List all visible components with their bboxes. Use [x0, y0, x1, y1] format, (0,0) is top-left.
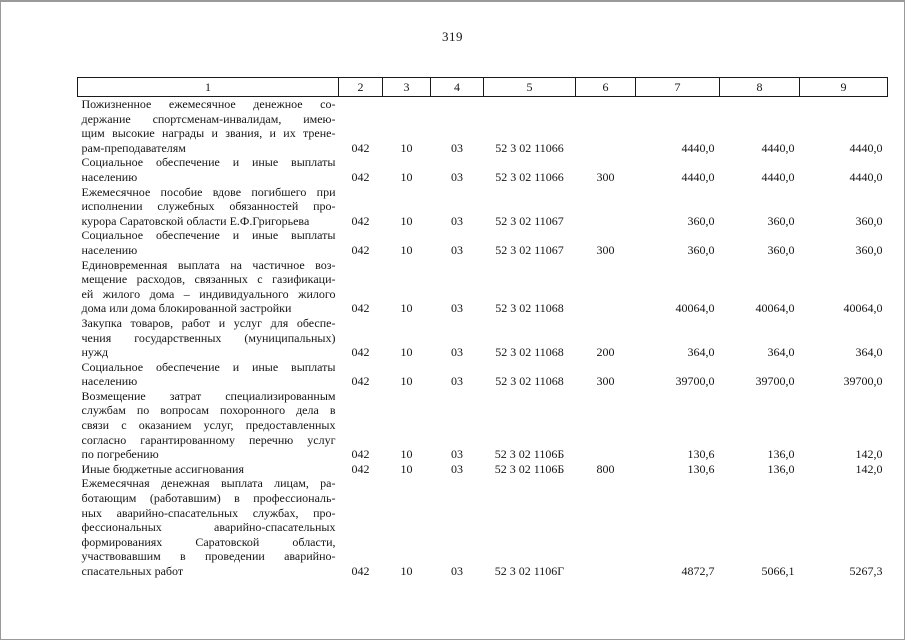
- row-value-col4: 03: [451, 301, 463, 316]
- description-line: населению: [81, 242, 138, 257]
- table-row: [78, 316, 888, 360]
- row-value-col5: 52 3 02 11068: [495, 345, 564, 360]
- row-description: [78, 462, 339, 477]
- row-value-col3: 10: [400, 140, 413, 155]
- row-value-col4: 03: [451, 213, 463, 228]
- row-value-col4: 03: [451, 140, 463, 155]
- description-line: чения государственных (муниципальных): [81, 330, 336, 345]
- row-value-col3: 10: [400, 345, 413, 360]
- table-row: [78, 258, 888, 316]
- row-value-col5: 52 3 02 1106Б: [494, 461, 565, 476]
- row-value-col9: 360,0: [855, 242, 883, 257]
- description-line: нужд: [81, 345, 109, 360]
- description-line: Социальное обеспечение и иные выплаты: [81, 155, 336, 170]
- description-line: держание спортсменам-инвалидам, имею-: [81, 111, 336, 126]
- table-row: [78, 185, 888, 229]
- row-value-col3: 10: [400, 213, 413, 228]
- row-description: [78, 360, 339, 389]
- page-number: 319: [442, 29, 463, 44]
- row-value-col5: 52 3 02 11068: [495, 301, 564, 316]
- description-line: спасательных работ: [81, 564, 184, 578]
- row-value-col8: 136,0: [767, 447, 795, 462]
- description-line: исполнении служебных обязанностей про-: [81, 199, 336, 214]
- row-value-col5: 52 3 02 11067: [495, 242, 564, 257]
- description-line: Пожизненное ежемесячное денежное со-: [81, 97, 336, 111]
- table-header-row: [78, 78, 888, 97]
- row-value-col3: 10: [400, 242, 413, 257]
- row-value-col2: 042: [351, 345, 370, 360]
- description-line: ных аварийно-спасательных службах, про-: [81, 505, 336, 520]
- description-line: службам по вопросам похоронного дела в: [81, 403, 336, 418]
- row-value-col2: 042: [351, 374, 370, 389]
- row-value-col2: 042: [351, 564, 370, 578]
- description-line: Социальное обеспечение и иные выплаты: [81, 359, 336, 374]
- row-value-col8: 4440,0: [761, 169, 795, 184]
- column-header-7: 7: [636, 78, 720, 97]
- row-value-col8: 40064,0: [755, 301, 795, 316]
- row-value-col2: 042: [351, 213, 370, 228]
- description-line: ботающим (работавшим) в профессиональ-: [81, 491, 336, 506]
- row-value-col9: 4440,0: [849, 169, 883, 184]
- row-value-col7: 130,6: [687, 461, 715, 476]
- row-value-col4: 03: [451, 461, 463, 476]
- row-value-col7: 360,0: [687, 213, 715, 228]
- description-line: населению: [81, 169, 138, 184]
- description-line: Ежемесячное пособие вдове погибшего при: [81, 184, 336, 199]
- row-value-col6: 300: [596, 242, 615, 257]
- row-value-col7: 130,6: [687, 447, 715, 462]
- row-value-col8: 4440,0: [761, 140, 795, 155]
- row-value-col5: 52 3 02 11066: [495, 169, 564, 184]
- row-value-col2: 042: [351, 140, 370, 155]
- row-description: [78, 476, 339, 578]
- row-value-col2: 042: [351, 461, 370, 476]
- row-value-col4: 03: [451, 564, 463, 578]
- description-line: курора Саратовской области Е.Ф.Григорьева: [81, 213, 310, 228]
- row-value-col4: 03: [451, 374, 463, 389]
- table-body: [78, 97, 888, 579]
- row-value-col9: 4440,0: [849, 140, 883, 155]
- row-value-col8: 5066,1: [761, 564, 795, 578]
- row-value-col7: 4440,0: [681, 169, 715, 184]
- row-value-col9: 364,0: [855, 345, 883, 360]
- row-value-col6: [576, 476, 636, 578]
- description-line: щим высокие награды и звания, и их трене-: [81, 126, 336, 141]
- description-line: Социальное обеспечение и иные выплаты: [81, 228, 336, 243]
- description-line: рам-преподавателям: [81, 140, 186, 155]
- table-row: [78, 228, 888, 257]
- row-value-col2: 042: [351, 242, 370, 257]
- description-line: фессиональных аварийно-спасательных: [81, 520, 336, 535]
- row-value-col7: 4872,7: [681, 564, 715, 578]
- row-value-col4: 03: [451, 447, 463, 462]
- column-header-3: 3: [383, 78, 431, 97]
- row-value-col7: 360,0: [687, 242, 715, 257]
- row-value-col6: [576, 97, 636, 156]
- column-header-9: 9: [800, 78, 888, 97]
- row-description: [78, 316, 339, 360]
- description-line: ей жилого дома – индивидуального жилого: [81, 286, 336, 301]
- column-header-2: 2: [339, 78, 383, 97]
- row-value-col6: [576, 258, 636, 316]
- description-line: дома или дома блокированной застройки: [81, 301, 292, 316]
- row-value-col2: 042: [351, 447, 370, 462]
- row-value-col6: 300: [596, 374, 615, 389]
- row-description: [78, 97, 339, 156]
- description-line: Ежемесячная денежная выплата лицам, ра-: [81, 476, 336, 491]
- table-row: [78, 462, 888, 477]
- row-value-col9: 39700,0: [843, 374, 883, 389]
- row-value-col3: 10: [400, 169, 413, 184]
- row-value-col6: 300: [596, 169, 615, 184]
- row-value-col5: 52 3 02 11067: [495, 213, 564, 228]
- row-description: [78, 228, 339, 257]
- row-value-col8: 39700,0: [755, 374, 795, 389]
- row-value-col2: 042: [351, 169, 370, 184]
- row-value-col9: 360,0: [855, 213, 883, 228]
- row-value-col6: [576, 185, 636, 229]
- column-header-8: 8: [720, 78, 800, 97]
- table-header: [78, 78, 888, 97]
- row-value-col3: 10: [400, 564, 413, 578]
- row-value-col9: 142,0: [855, 461, 883, 476]
- row-description: [78, 258, 339, 316]
- description-line: Единовременная выплата на частичное воз-: [81, 257, 336, 272]
- row-value-col3: 10: [400, 301, 413, 316]
- row-value-col7: 364,0: [687, 345, 715, 360]
- row-value-col9: 142,0: [855, 447, 883, 462]
- row-value-col5: 52 3 02 1106Б: [494, 447, 565, 462]
- table-row: [78, 97, 888, 156]
- row-value-col9: 40064,0: [843, 301, 883, 316]
- row-value-col8: 364,0: [767, 345, 795, 360]
- row-value-col9: 5267,3: [849, 564, 883, 578]
- table-row: [78, 360, 888, 389]
- row-value-col3: 10: [400, 461, 413, 476]
- row-value-col2: 042: [351, 301, 370, 316]
- row-value-col3: 10: [400, 374, 413, 389]
- row-value-col8: 136,0: [767, 461, 795, 476]
- description-line: формированиях Саратовской области,: [81, 534, 336, 549]
- row-value-col7: 40064,0: [675, 301, 715, 316]
- row-description: [78, 155, 339, 184]
- description-line: согласно гарантированному перечню услуг: [81, 432, 336, 447]
- row-value-col5: 52 3 02 11066: [495, 140, 564, 155]
- description-line: мещение расходов, связанных с газификаци-: [81, 272, 336, 287]
- row-value-col8: 360,0: [767, 242, 795, 257]
- budget-table: [77, 77, 888, 579]
- description-line: населению: [81, 374, 138, 389]
- row-description: [78, 389, 339, 462]
- description-line: Иные бюджетные ассигнования: [81, 461, 244, 476]
- row-value-col3: 10: [400, 447, 413, 462]
- row-description: [78, 185, 339, 229]
- row-value-col4: 03: [451, 345, 463, 360]
- table-row: [78, 155, 888, 184]
- row-value-col5: 52 3 02 11068: [495, 374, 564, 389]
- column-header-5: 5: [484, 78, 576, 97]
- row-value-col4: 03: [451, 169, 463, 184]
- table-row: [78, 389, 888, 462]
- row-value-col4: 03: [451, 242, 463, 257]
- description-line: по погребению: [81, 447, 159, 462]
- description-line: Закупка товаров, работ и услуг для обеспе-: [81, 315, 336, 330]
- column-header-1: 1: [78, 78, 339, 97]
- column-header-6: 6: [576, 78, 636, 97]
- row-value-col6: 800: [596, 461, 615, 476]
- column-header-4: 4: [431, 78, 484, 97]
- description-line: Возмещение затрат специализированным: [81, 388, 336, 403]
- row-value-col7: 4440,0: [681, 140, 715, 155]
- row-value-col6: 200: [596, 345, 615, 360]
- row-value-col6: [576, 389, 636, 462]
- row-value-col5: 52 3 02 1106Г: [494, 564, 565, 578]
- description-line: связи с оказанием услуг, предоставленных: [81, 418, 336, 433]
- table-row: [78, 476, 888, 578]
- row-value-col7: 39700,0: [675, 374, 715, 389]
- row-value-col8: 360,0: [767, 213, 795, 228]
- description-line: участвовавшим в проведении аварийно-: [81, 549, 336, 564]
